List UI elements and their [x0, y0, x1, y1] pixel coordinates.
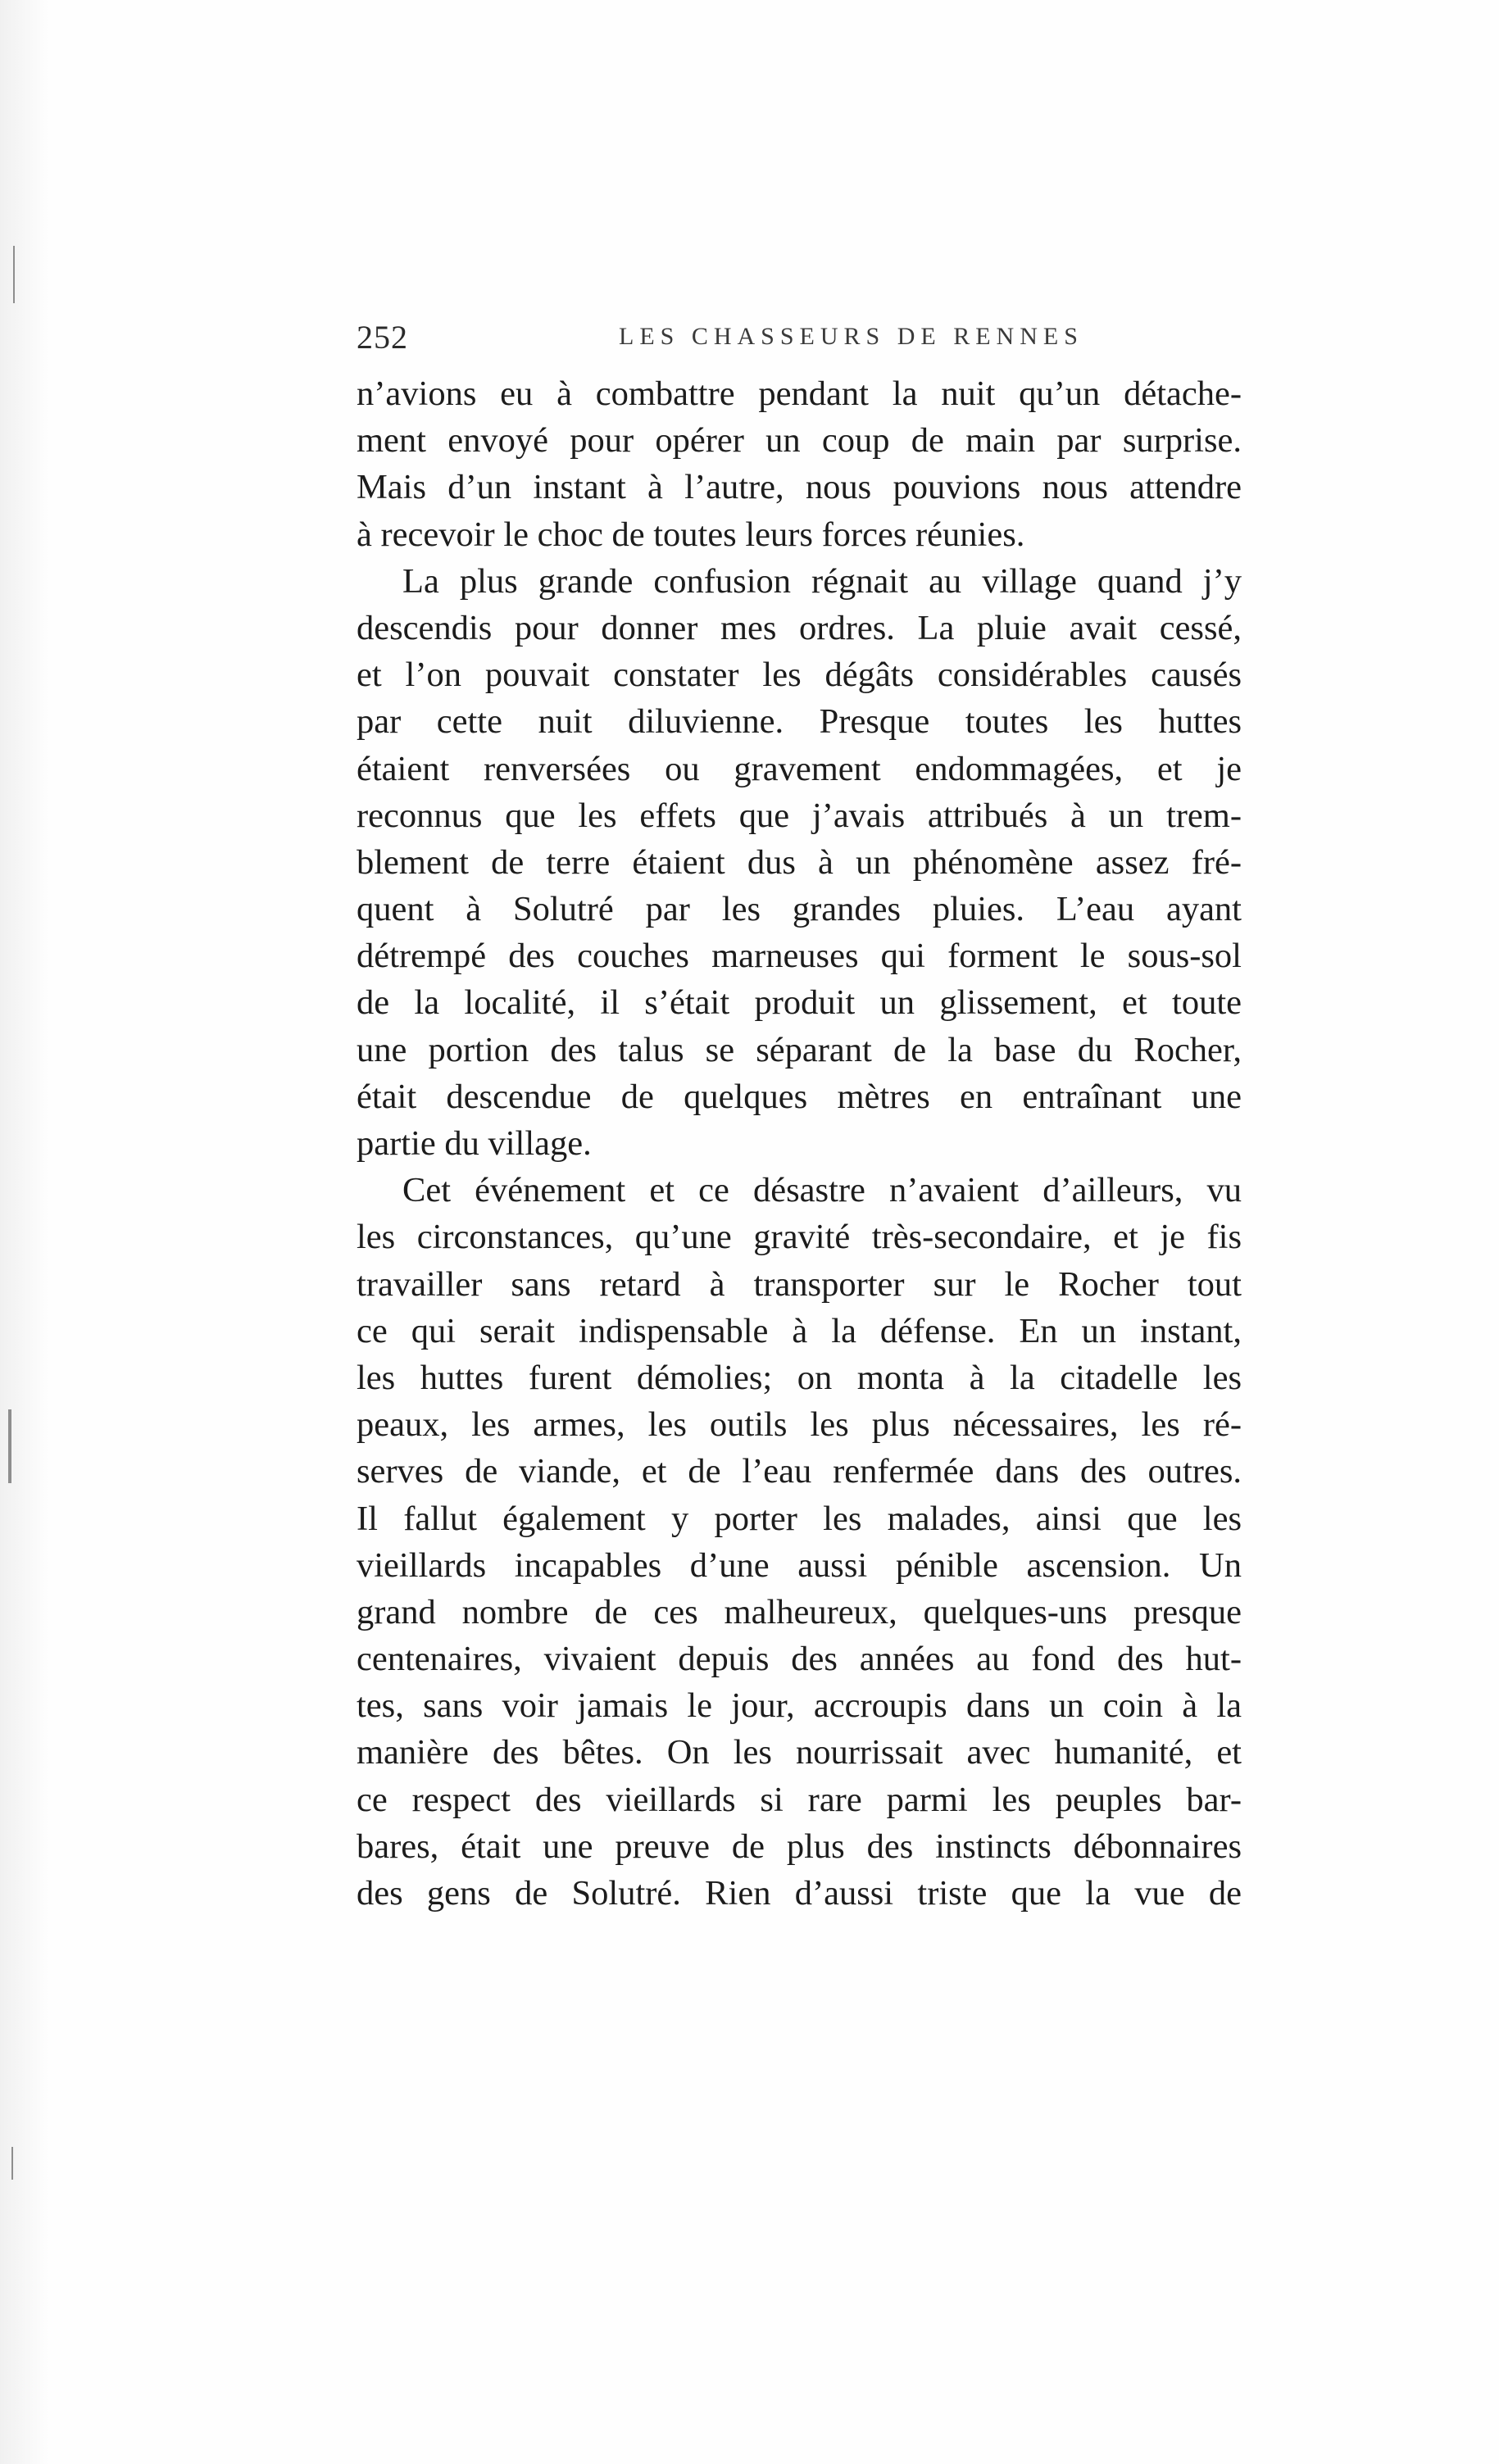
text-line: tes, sans voir jamais le jour, accroupis dans un coin à la — [357, 1686, 1242, 1726]
text-line: ce qui serait indispensable à la défense. En un instant, — [357, 1311, 1242, 1350]
text-line: ment envoyé pour opérer un coup de main par surprise. — [357, 421, 1242, 461]
text-line: était descendue de quelques mètres en entraînant une — [357, 1077, 1242, 1116]
running-head — [357, 318, 1242, 359]
text-line: Il fallut également y porter les malades, ainsi que les — [357, 1499, 1242, 1538]
text-line: travailler sans retard à transporter sur le Rocher tout — [357, 1264, 1242, 1304]
text-line: et l’on pouvait constater les dégâts considérables causés — [357, 656, 1242, 695]
text-line: La plus grande confusion régnait au village quand j’y — [402, 561, 1242, 601]
text-line: quent à Solutré par les grandes pluies. L’eau ayant — [357, 890, 1242, 929]
text-line: n’avions eu à combattre pendant la nuit qu’un détache- — [357, 374, 1242, 413]
text-line: des gens de Solutré. Rien d’aussi triste que la vue de — [357, 1874, 1242, 1913]
text-line: les circonstances, qu’une gravité très-secondaire, et je fis — [357, 1218, 1242, 1257]
running-title: LES CHASSEURS DE RENNES — [619, 323, 1083, 350]
text-line: ce respect des vieillards si rare parmi les peuples bar- — [357, 1780, 1242, 1819]
text-line: peaux, les armes, les outils les plus nécessaires, les ré- — [357, 1405, 1242, 1445]
text-line: étaient renversées ou gravement endommagées, et je — [357, 749, 1242, 788]
scan-speck — [11, 2147, 13, 2180]
text-line: détrempé des couches marneuses qui forment le sous-sol — [357, 937, 1242, 976]
text-line: manière des bêtes. On les nourrissait avec humanité, et — [357, 1733, 1242, 1772]
text-line: de la localité, il s’était produit un glissement, et toute — [357, 983, 1242, 1023]
scan-speck — [8, 1409, 11, 1483]
text-line: à recevoir le choc de toutes leurs forces réunies. — [357, 515, 1025, 554]
text-line: bares, était une preuve de plus des instincts débonnaires — [357, 1826, 1242, 1866]
scan-shadow-edge — [0, 0, 49, 2464]
page-number: 252 — [357, 319, 408, 356]
text-line: vieillards incapables d’une aussi pénible ascension. Un — [357, 1545, 1242, 1585]
text-line: grand nombre de ces malheureux, quelques-uns presque — [357, 1592, 1242, 1631]
body-text — [357, 370, 1242, 1917]
text-line: reconnus que les effets que j’avais attribués à un trem- — [357, 796, 1242, 835]
text-line: Mais d’un instant à l’autre, nous pouvions nous attendre — [357, 468, 1242, 507]
text-line: une portion des talus se séparant de la base du Rocher, — [357, 1030, 1242, 1069]
text-line: partie du village. — [357, 1124, 592, 1163]
text-line: serves de viande, et de l’eau renfermée dans des outres. — [357, 1452, 1242, 1491]
text-line: Cet événement et ce désastre n’avaient d’ailleurs, vu — [402, 1171, 1242, 1210]
scan-speck — [13, 246, 15, 303]
text-line: descendis pour donner mes ordres. La pluie avait cessé, — [357, 608, 1242, 647]
text-line: les huttes furent démolies; on monta à la citadelle les — [357, 1358, 1242, 1397]
text-line: centenaires, vivaient depuis des années au fond des hut- — [357, 1640, 1242, 1679]
text-line: blement de terre étaient dus à un phénomène assez fré- — [357, 842, 1242, 882]
text-line: par cette nuit diluvienne. Presque toutes les huttes — [357, 702, 1242, 742]
